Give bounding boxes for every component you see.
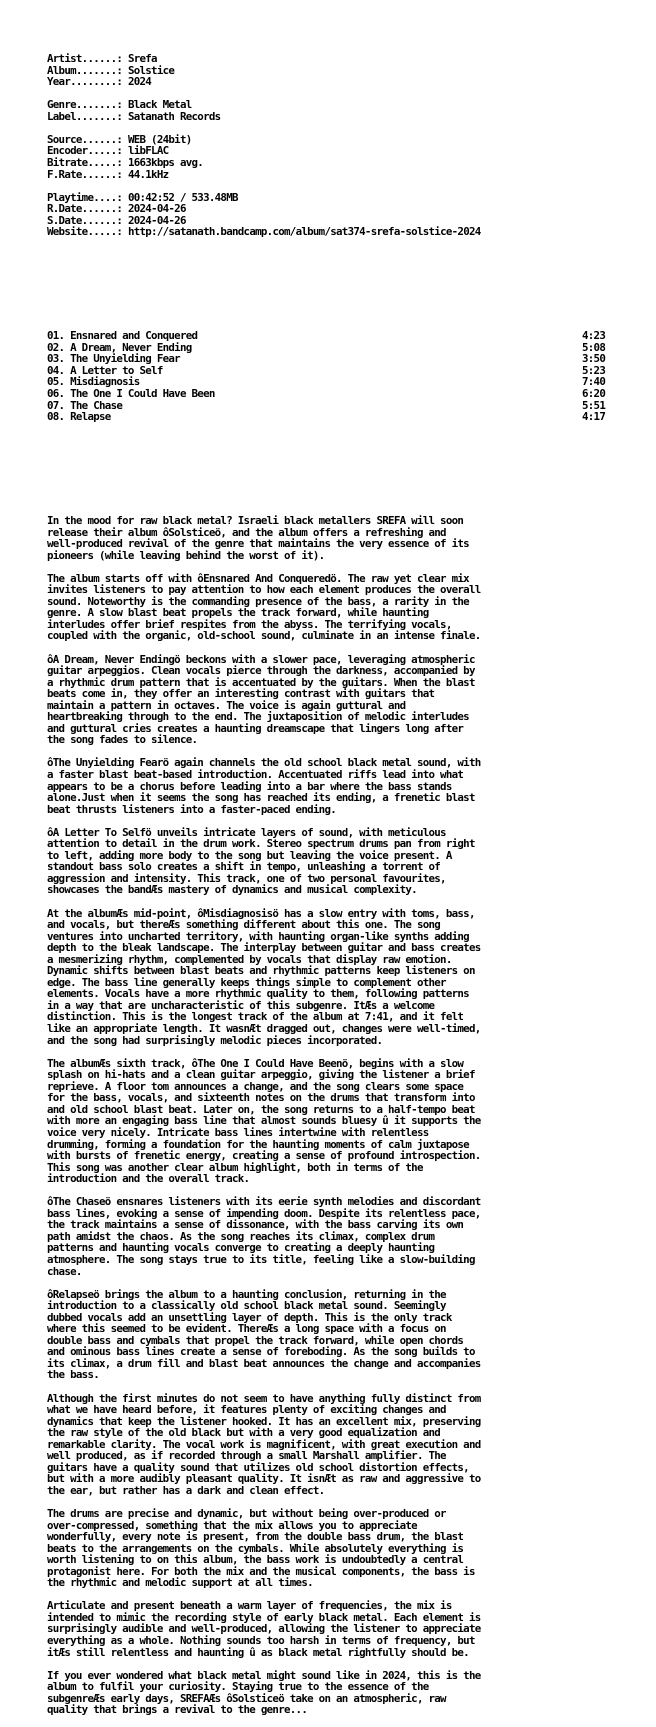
info-field <box>47 111 656 123</box>
blank-line <box>47 815 656 827</box>
blank-line <box>47 561 656 573</box>
track-duration: 4:23 <box>582 329 606 343</box>
review-paragraph: If you ever wondered what black metal might sound like in 2024, this is the album to fulfil your curiosity. Staying true to the essence of the subgenreÆs early days, SREFAÆs ôSolsticeö take on an atmospheric, raw quality that brings a revival to the genre... <box>47 1668 481 1717</box>
review-paragraph: ôThe Chaseö ensnares listeners with its eerie synth melodies and discordant bass lines, evoking a sense of impending doom. Despite its relentless pace, the track maintains a sense of dissonance, with the bass carving its own path amidst the chaos. As the song reaches its climax, complex drum patterns and haunting vocals converge to creating a deeply haunting atmosphere. The song stays true to its title, feeling like a slow-building chase. <box>47 1195 481 1278</box>
info-value: 2024 <box>127 75 152 89</box>
track-row <box>47 388 639 400</box>
track-number: 02. <box>47 340 65 354</box>
review-paragraph: ôA Dream, Never Endingö beckons with a slower pace, leveraging atmospheric guitar arpeggios. Clean vocals pierce through the darkness, accompanied by a rhythmic drum pattern that is accentuated by the guitars. When the blast beats come in, they offer an interesting contrast with guitars that maintain a pattern in octaves. The voice is again guttural and heartbreaking through to the end. The juxtaposition of melodic interludes and guttural cries creates a haunting dreamscape that lingers long after the song fades to silence. <box>47 652 475 747</box>
track-title: A Dream, Never Ending <box>70 340 192 354</box>
track-number: 08. <box>47 410 65 424</box>
info-value: WEB (24bit) <box>127 132 192 146</box>
review-paragraph: The album starts off with ôEnsnared And Conqueredö. The raw yet clear mix invites listeners to pay attention to how each element produces the overall sound. Noteworthy is the commanding presence of the bass, a rarity in the genre. A slow blast beat propels the track forward, while haunting interludes offer brief respites from the abyss. The terrifying vocals, coupled with the organic, old-school sound, culminate in an intense finale. <box>47 571 481 643</box>
track-duration: 5:08 <box>582 340 606 354</box>
track-duration: 6:20 <box>582 386 606 400</box>
blank-line <box>47 1658 656 1670</box>
info-value: 2024-04-26 <box>127 202 186 216</box>
info-value: libFLAC <box>127 144 169 158</box>
review-paragraph: Although the first minutes do not seem to have anything fully distinct from what we have heard before, it features plenty of exciting changes and dynamics that keep the listener hooked. It has an excellent mix, preserving the raw style of the old black but with a very good equalization and remarkable clarity. The vocal work is magnificent, with great execution and well produced, as if recorded through a small Marshall amplifier. The guitars have a quality sound that utilizes old school distortion effects, but with a more audibly pleasant quality. It isnÆt as raw and aggressive to the ear, but rather has a dark and clean effect. <box>47 1391 481 1497</box>
track-number: 07. <box>47 398 65 412</box>
info-key: Encoder.....: <box>47 144 128 158</box>
info-key: Website.....: <box>47 225 128 239</box>
track-number: 04. <box>47 363 65 377</box>
info-key: Genre.......: <box>47 98 128 112</box>
info-key: Year........: <box>47 75 128 89</box>
track-row <box>47 411 639 423</box>
info-value: Black Metal <box>127 98 192 112</box>
review-paragraph: ôA Letter To Selfö unveils intricate layers of sound, with meticulous attention to detail in the drum work. Stereo spectrum drums pan from right to left, adding more body to the song but leaving the voice present. A standout bass solo creates a shift in tempo, unleashing a torrent of aggression and intensity. This track, one of two personal favourites, showcases the bandÆs mastery of dynamics and musical complexity. <box>47 825 475 897</box>
info-field <box>47 226 656 238</box>
review-paragraph: At the albumÆs mid-point, ôMisdiagnosisö has a slow entry with toms, bass, and vocals, but thereÆs something different about this one. The song ventures into uncharted territory, with haunting organ-like synths adding depth to the bleak landscape. The interplay between guitar and bass creates a mesmerizing rhythm, complemented by vocals that display raw emotion. Dynamic shifts between blast beats and rhythmic patterns keep listeners on edge. The bass line generally keeps things simple to complement other elements. Vocals have a more rhythmic quality to them, following patterns in a way that are uncharacteristic of this subgenre. ItÆs a welcome distinction. This is the longest track of the album at 7:41, and it felt like an appropriate length. It wasnÆt dragged out, changes were well-timed, and the song had surprisingly melodic pieces incorporated. <box>47 906 481 1047</box>
track-title: The Chase <box>70 398 123 412</box>
info-key: Album.......: <box>47 63 128 77</box>
blank-line <box>47 1277 656 1289</box>
review-paragraph: The drums are precise and dynamic, but without being over-produced or over-compressed, something that the mix allows you to appreciate wonderfully, every note is present, from the double bass drum, the blast beats to the arrangements on the cymbals. While absolutely everything is worth listening to on this album, the bass work is undoubtedly a central protagonist here. For both the mix and the musical components, the bass is the rhythmic and melodic support at all times. <box>47 1507 475 1590</box>
track-title: The Unyielding Fear <box>70 352 180 366</box>
track-title: The One I Could Have Been <box>70 386 215 400</box>
review-paragraph: Articulate and present beneath a warm layer of frequencies, the mix is intended to mimic the recording style of early black metal. Each element is surprisingly audible and well-produced, allowing the listener to appreciate everything as a whole. Nothing sounds too harsh in terms of frequency, but itÆs still relentless and haunting û as black metal rightfully should be. <box>47 1599 481 1659</box>
info-field <box>47 169 656 181</box>
review-paragraph: ôThe Unyielding Fearö again channels the old school black metal sound, with a faster blast beat-based introduction. Accentuated riffs lead into what appears to be a chorus before leading into a bar where the bass stands alone.Just when it seems the song has reached its ending, a frenetic blast beat thrusts listeners into a faster-paced ending. <box>47 756 481 816</box>
review-paragraph: The albumÆs sixth track, ôThe One I Could Have Beenö, begins with a slow splash on hi-hats and a clean guitar arpeggio, giving the listener a brief reprieve. A floor tom announces a change, and the song clears some space for the bass, vocals, and sixteenth notes on the drums that transform into and old school blast beat. Later on, the song returns to a half-tempo beat with more an engaging bass line that almost sounds bluesy û it supports the voice very nicely. Intricate bass lines intertwine with relentless drumming, forming a foundation for the haunting moments of calm juxtapose with bursts of frenetic energy, creating a sense of profound introspection. This song was another clear album highlight, both in terms of the introduction and the overall track. <box>47 1056 481 1186</box>
info-field <box>47 76 656 88</box>
info-value: 00:42:52 / 533.48MB <box>127 190 238 204</box>
track-title: Relapse <box>70 410 111 424</box>
blank-line <box>47 296 656 308</box>
blank-line <box>47 896 656 908</box>
review-paragraph: In the mood for raw black metal? Israeli black metallers SREFA will soon release their album ôSolsticeö, and the album offers a refreshing and well-produced revival of the genre that maintains the very essence of its pioneers (while leaving behind the worst of it). <box>47 513 469 562</box>
info-value: Satanath Records <box>127 109 221 123</box>
release-info <box>47 53 656 238</box>
blank-line <box>47 261 656 273</box>
info-key: R.Date......: <box>47 202 128 216</box>
track-number: 03. <box>47 352 65 366</box>
track-number: 01. <box>47 329 65 343</box>
info-value: 44.1kHz <box>127 167 169 181</box>
blank-line <box>47 480 656 492</box>
review-paragraph: ôRelapseö brings the album to a haunting conclusion, returning in the introduction to a classically old school black metal sound. Seemingly dubbed vocals add an unsettling layer of depth. This is the only track where this seemed to be evident. ThereÆs a long space with a focus on double bass and cymbals that propel the track forward, while open chords and ominous bass lines create a sense of foreboding. As the song builds to its climax, a drum fill and blast beat announces the change and accompanies the bass. <box>47 1287 481 1382</box>
blank-line <box>47 642 656 654</box>
track-title: Misdiagnosis <box>70 375 140 389</box>
track-duration: 5:51 <box>582 398 606 412</box>
review <box>47 515 656 1716</box>
track-duration: 4:17 <box>582 410 606 424</box>
blank-line <box>47 1046 656 1058</box>
track-number: 06. <box>47 386 65 400</box>
track-duration: 5:23 <box>582 363 606 377</box>
info-key: Bitrate.....: <box>47 156 128 170</box>
info-key: Label.......: <box>47 109 128 123</box>
info-key: Artist......: <box>47 52 128 66</box>
blank-line <box>47 446 656 458</box>
tracklist <box>47 330 656 422</box>
info-value: Srefa <box>127 52 157 66</box>
track-title: Ensnared and Conquered <box>70 329 198 343</box>
info-key: Playtime....: <box>47 190 128 204</box>
info-value: 1663kbps avg. <box>127 156 204 170</box>
info-key: F.Rate......: <box>47 167 128 181</box>
track-number: 05. <box>47 375 65 389</box>
info-value[interactable]: http://satanath.bandcamp.com/album/sat374-srefa-solstice-2024 <box>127 225 481 239</box>
info-value: 2024-04-26 <box>127 213 186 227</box>
track-duration: 7:40 <box>582 375 606 389</box>
track-title: A Letter to Self <box>70 363 163 377</box>
track-duration: 3:50 <box>582 352 606 366</box>
info-key: S.Date......: <box>47 213 128 227</box>
info-key: Source......: <box>47 132 128 146</box>
blank-line <box>47 1381 656 1393</box>
info-value: Solstice <box>127 63 175 77</box>
track-row <box>47 400 639 412</box>
